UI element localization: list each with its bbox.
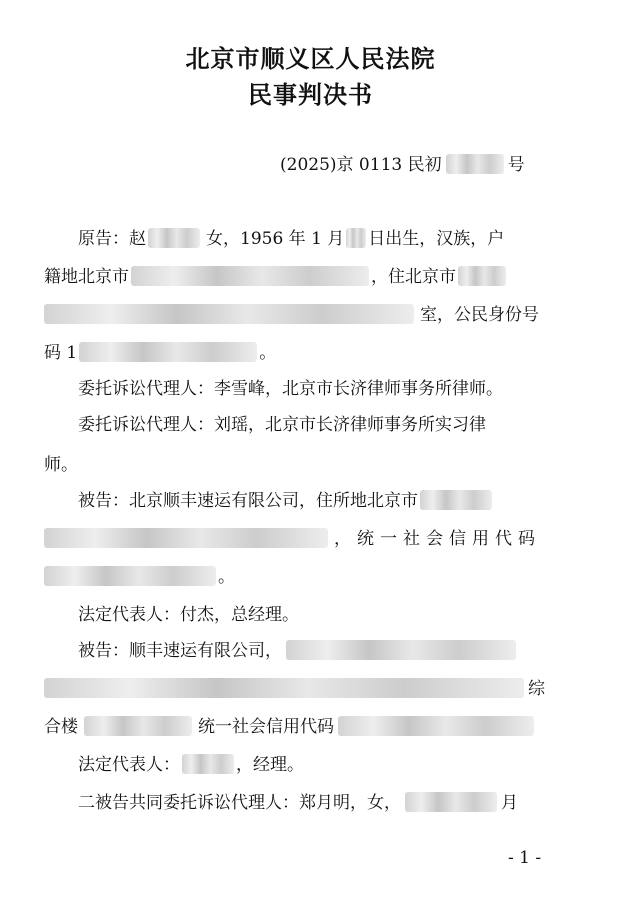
defendant-line: 被告：北京顺丰速运有限公司，住所地北京市: [78, 486, 492, 516]
legal-rep-line: 法定代表人：付杰，总经理。: [78, 605, 299, 625]
redacted-block: [44, 678, 524, 698]
court-title: 北京市顺义区人民法院: [185, 45, 436, 73]
plaintiff-line: 码 1 。: [44, 343, 277, 363]
redacted-block: [446, 154, 504, 174]
legal-rep-line: 法定代表人： ，经理。: [78, 755, 304, 775]
defendant-line: 综: [44, 674, 545, 704]
page-number: - 1 -: [508, 848, 542, 868]
plaintiff-line: 籍地北京市 ，住北京市: [44, 262, 506, 292]
redacted-block: [420, 490, 492, 510]
agent-line: 师。: [44, 455, 78, 475]
redacted-block: [44, 528, 328, 548]
defendant-line: ，统一社会信用代码: [44, 524, 541, 554]
redacted-block: [131, 266, 369, 286]
plaintiff-line: 室，公民身份号: [44, 300, 539, 330]
defendant-line: 。: [44, 562, 235, 592]
redacted-block: [182, 754, 234, 774]
redacted-block: [338, 716, 534, 736]
redacted-block: [286, 640, 516, 660]
agent-line: 委托诉讼代理人：刘瑶，北京市长济律师事务所实习律: [78, 415, 486, 435]
document-type: 民事判决书: [248, 81, 373, 109]
redacted-block: [405, 792, 497, 812]
redacted-block: [84, 716, 192, 736]
agent-line: 二被告共同委托诉讼代理人：郑月明，女， 月: [78, 793, 518, 813]
case-number: (2025)京 0113 民初 号: [280, 155, 525, 175]
defendant-line: 合楼 统一社会信用代码: [44, 712, 534, 742]
redacted-block: [148, 228, 200, 248]
plaintiff-line: 原告：赵 女，1956 年 1 月 日出生，汉族，户: [78, 229, 505, 249]
redacted-block: [79, 342, 257, 362]
redacted-block: [458, 266, 506, 286]
defendant-line: 被告：顺丰速运有限公司，: [78, 636, 516, 666]
agent-line: 委托诉讼代理人：李雪峰，北京市长济律师事务所律师。: [78, 379, 503, 399]
redacted-block: [346, 228, 366, 248]
redacted-block: [44, 304, 414, 324]
redacted-block: [44, 566, 216, 586]
